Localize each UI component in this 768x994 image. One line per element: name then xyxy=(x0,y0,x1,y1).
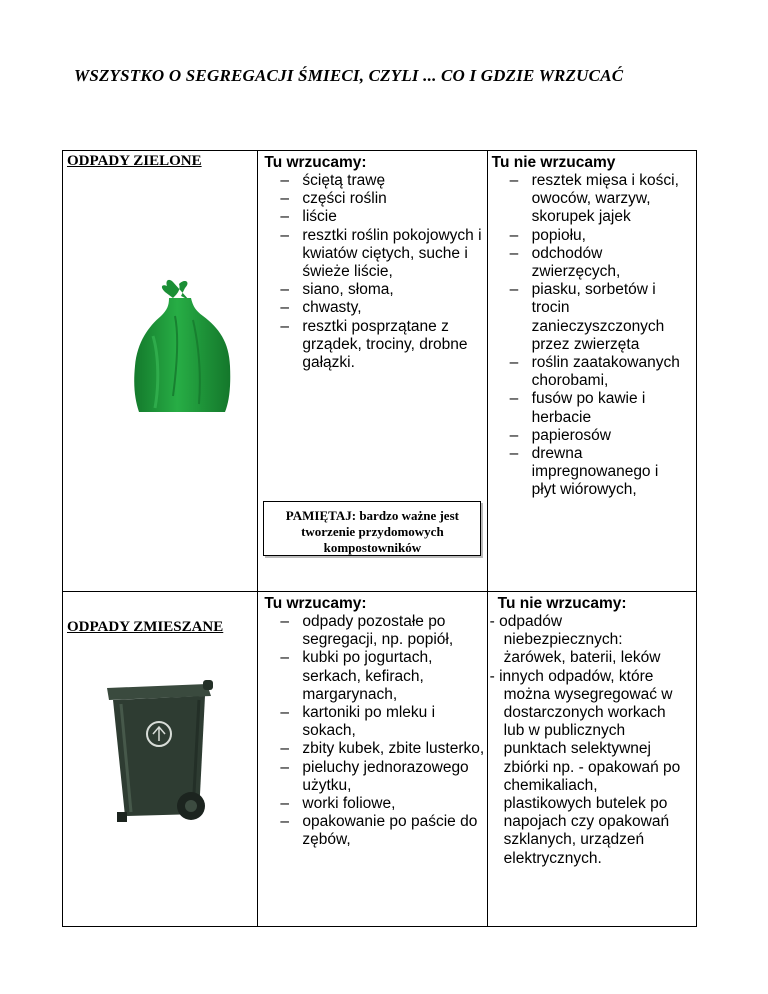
text-line: można wysegregować w dostarczonych workach lub w publicznych punktach selektywnej zbiórki np. - opakowań po chemikaliach, plastikowych butelek po napojach czy opakowań szklanych, urządzeń elektrycznych. xyxy=(503,685,681,867)
green-garbage-bag-icon xyxy=(129,276,235,416)
list-item: – odchodów zwierzęcych, xyxy=(488,245,684,281)
green-category-label: ODPADY ZIELONE xyxy=(67,153,202,169)
mixed-in-cell xyxy=(258,592,487,927)
list-item: – popiołu, xyxy=(488,227,684,245)
list-item: – opakowanie po paście do zębów, xyxy=(258,813,484,849)
text-line: - odpadów xyxy=(489,613,563,630)
list-item: – odpady pozostałe po segregacji, np. popiół, xyxy=(258,613,484,649)
list-item: – papierosów xyxy=(488,427,684,445)
list-item: – resztek mięsa i kości, owoców, warzyw, skorupek jajek xyxy=(488,172,684,227)
green-in-list xyxy=(258,172,482,372)
table-row-mixed xyxy=(63,592,697,927)
list-item: – resztki posprzątane z grządek, trociny, drobne gałązki. xyxy=(258,318,482,373)
list-item: – zbity kubek, zbite lusterko, xyxy=(258,740,484,758)
mixed-out-heading: Tu nie wrzucamy: xyxy=(497,595,627,612)
green-category-cell xyxy=(63,151,258,592)
mixed-category-cell xyxy=(63,592,258,927)
green-in-cell xyxy=(258,151,487,592)
text-line: niebezpiecznych: xyxy=(503,631,623,649)
mixed-in-list xyxy=(258,613,484,850)
green-out-list xyxy=(488,172,684,500)
mixed-out-cell xyxy=(487,592,696,927)
list-item: – kubki po jogurtach, serkach, kefirach, margarynach, xyxy=(258,649,484,704)
list-item: – worki foliowe, xyxy=(258,795,484,813)
mixed-out-text xyxy=(490,613,690,868)
green-out-cell xyxy=(487,151,696,592)
mixed-in-heading: Tu wrzucamy: xyxy=(264,595,367,612)
reminder-note: PAMIĘTAJ: bardzo ważne jest tworzenie przydomowych kompostowników xyxy=(263,501,481,556)
list-item: – roślin zaatakowanych chorobami, xyxy=(488,354,684,390)
green-out-heading: Tu nie wrzucamy xyxy=(491,154,616,171)
waste-table xyxy=(62,150,697,927)
text-line: żarówek, baterii, leków xyxy=(503,649,661,667)
list-item: – pieluchy jednorazowego użytku, xyxy=(258,759,484,795)
wheelie-bin-icon xyxy=(103,674,215,824)
green-in-heading: Tu wrzucamy: xyxy=(264,154,367,171)
list-item: – ściętą trawę xyxy=(258,172,482,190)
list-item: – resztki roślin pokojowych i kwiatów ciętych, suche i świeże liście, xyxy=(258,227,482,282)
list-item: – kartoniki po mleku i sokach, xyxy=(258,704,484,740)
list-item: – części roślin xyxy=(258,190,482,208)
text-line: - innych odpadów, które xyxy=(489,667,654,685)
list-item: – chwasty, xyxy=(258,299,482,317)
mixed-category-label: ODPADY ZMIESZANE xyxy=(67,619,224,635)
list-item: – piasku, sorbetów i trocin zanieczyszczonych przez zwierzęta xyxy=(488,281,684,354)
list-item: – fusów po kawie i herbacie xyxy=(488,390,684,426)
page-title: WSZYSTKO O SEGREGACJI ŚMIECI, CZYLI ... CO I GDZIE WRZUCAĆ xyxy=(74,66,624,85)
list-item: – siano, słoma, xyxy=(258,281,482,299)
list-item: – drewna impregnowanego i płyt wiórowych, xyxy=(488,445,684,500)
list-item: – liście xyxy=(258,208,482,226)
table-row-green xyxy=(63,151,697,592)
